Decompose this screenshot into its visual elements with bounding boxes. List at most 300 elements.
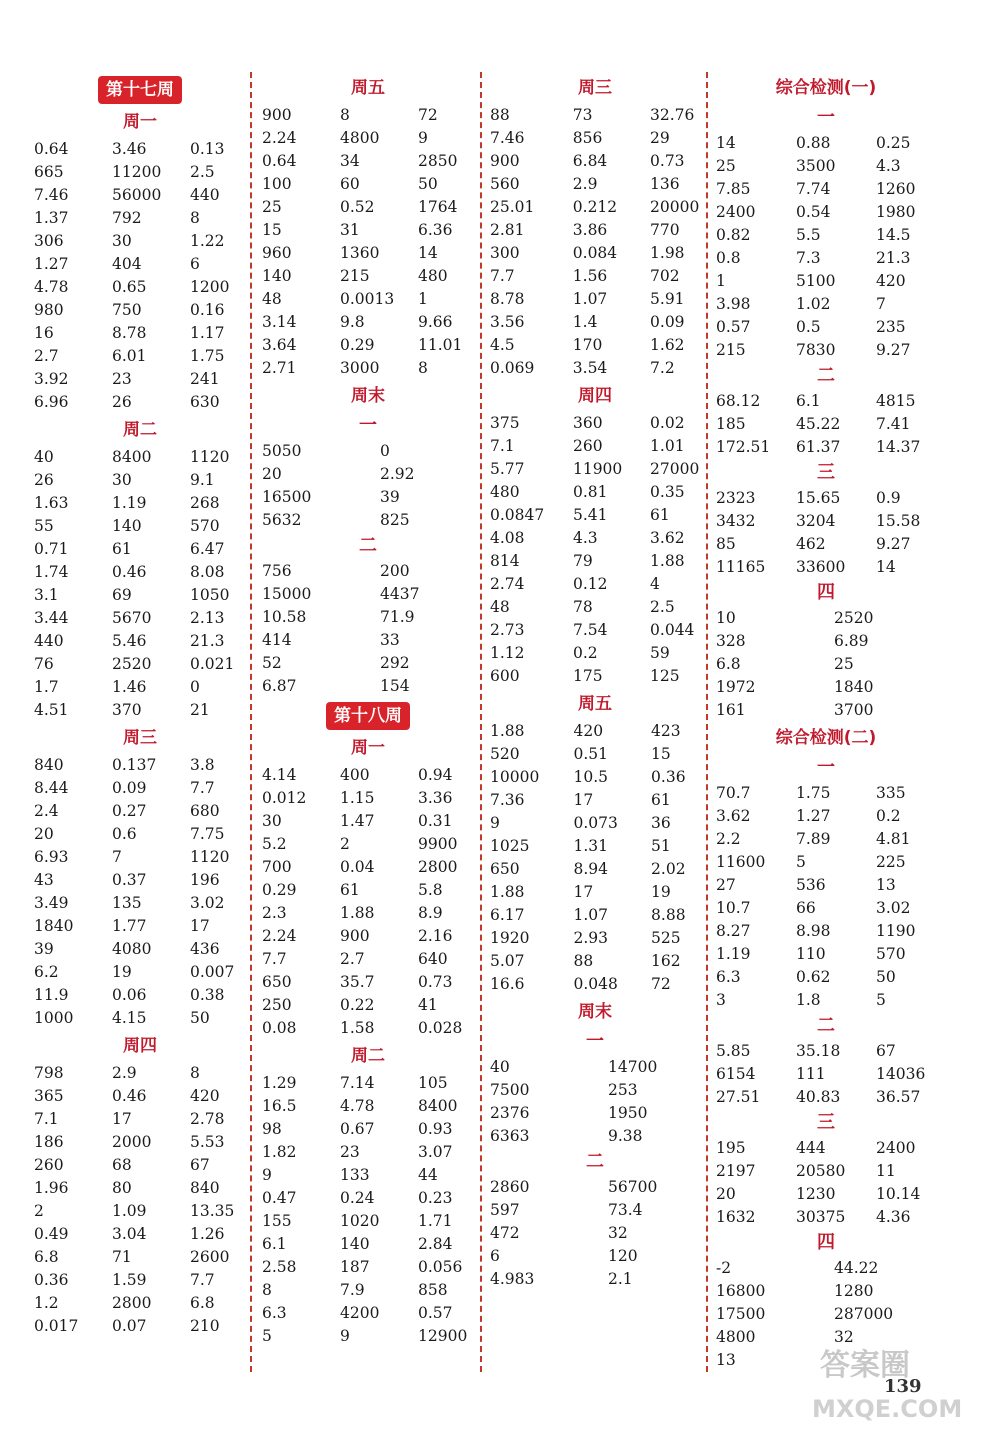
answer-cell: 6.2 [34, 963, 59, 981]
answer-cell: 21 [190, 701, 210, 719]
answer-cell: 1.88 [340, 904, 375, 922]
answer-cell: 2.81 [490, 221, 525, 239]
answer-cell: 480 [490, 483, 520, 501]
answer-cell: 3.64 [262, 336, 297, 354]
answer-cell: 73 [572, 106, 593, 124]
answer-cell: 6.87 [262, 677, 297, 695]
answer-cell: 23 [340, 1143, 360, 1161]
answer-cell: 375 [490, 414, 520, 432]
answer-row [716, 1137, 936, 1160]
answer-table [262, 440, 474, 532]
column-divider [480, 72, 482, 1372]
answer-row [490, 1199, 700, 1222]
answer-cell: 980 [34, 301, 64, 319]
answer-cell: 7.85 [716, 180, 751, 198]
answer-cell: 44.22 [834, 1259, 879, 1277]
answer-cell: 6.8 [34, 1248, 59, 1266]
answer-row [34, 869, 246, 892]
answer-cell: 8 [190, 209, 200, 227]
column-divider [250, 72, 252, 1372]
answer-cell: 1980 [876, 203, 916, 221]
answer-cell: 72 [651, 975, 671, 993]
answer-cell: 420 [573, 722, 604, 740]
answer-cell: 140 [340, 1235, 370, 1253]
answer-cell: 61 [650, 506, 670, 524]
answer-row [490, 173, 700, 196]
answer-cell: 570 [876, 945, 906, 963]
answer-cell: 6.93 [34, 848, 69, 866]
answer-cell: 25 [262, 198, 282, 216]
answer-cell: 11165 [716, 558, 766, 576]
answer-cell: 68 [112, 1156, 132, 1174]
answer-row [262, 606, 474, 629]
answer-row [490, 812, 700, 835]
answer-row [34, 892, 246, 915]
answer-row [34, 492, 246, 515]
week-badge: 第十八周 [326, 702, 410, 730]
answer-cell: 1.29 [262, 1074, 297, 1092]
answer-cell: 1.37 [34, 209, 69, 227]
answer-cell: 1360 [340, 244, 380, 262]
answer-row [716, 1160, 936, 1183]
answer-cell: 420 [190, 1087, 220, 1105]
answer-row [490, 219, 700, 242]
answer-cell: 2.73 [490, 621, 525, 639]
answer-cell: 9 [490, 814, 500, 832]
answer-cell: 9 [340, 1327, 350, 1345]
answer-cell: 20 [716, 1185, 736, 1203]
answer-cell: 60 [340, 175, 360, 193]
answer-cell: 8.88 [651, 906, 686, 924]
answer-cell: 225 [876, 853, 906, 871]
answer-cell: 185 [716, 415, 746, 433]
answer-cell: 1230 [796, 1185, 836, 1203]
answer-cell: 1.27 [34, 255, 69, 273]
answer-cell: 1.31 [573, 837, 608, 855]
answer-cell: 0.94 [418, 766, 453, 784]
answer-cell: 3 [716, 991, 726, 1009]
answer-cell: 21.3 [190, 632, 225, 650]
answer-cell: 8 [418, 359, 428, 377]
answer-cell: 66 [796, 899, 816, 917]
answer-cell: 30 [112, 232, 132, 250]
answer-cell: 0.37 [112, 871, 147, 889]
answer-table [490, 1176, 700, 1291]
answer-cell: 7.14 [340, 1074, 375, 1092]
answer-cell: 328 [716, 632, 746, 650]
answer-cell: 2.7 [340, 950, 365, 968]
answer-cell: 3.62 [650, 529, 685, 547]
answer-cell: 0.57 [716, 318, 751, 336]
answer-cell: 0.88 [796, 134, 831, 152]
answer-cell: 0.51 [573, 745, 608, 763]
subsection-number: 二 [586, 1151, 604, 1172]
answer-cell: 0.62 [796, 968, 831, 986]
answer-row [262, 1164, 474, 1187]
answer-cell: 8.98 [796, 922, 831, 940]
answer-cell: 0 [190, 678, 200, 696]
answer-row [262, 1210, 474, 1233]
answer-cell: 68.12 [716, 392, 761, 410]
answer-cell: 1920 [490, 929, 530, 947]
answer-cell: 195 [716, 1139, 746, 1157]
answer-row [490, 904, 700, 927]
section-heading: 综合检测(一) [775, 78, 877, 98]
answer-cell: 7.89 [796, 830, 831, 848]
answer-row [490, 265, 700, 288]
answer-row [34, 1200, 246, 1223]
answer-cell: 0.64 [34, 140, 69, 158]
answer-cell: 40 [490, 1058, 510, 1076]
answer-cell: 1.88 [650, 552, 685, 570]
answer-cell: 5.41 [572, 506, 608, 524]
answer-cell: 8 [340, 106, 350, 124]
answer-cell: 40 [34, 448, 54, 466]
answer-row [490, 527, 700, 550]
subsection-number: 三 [817, 1112, 835, 1133]
answer-cell: 0.12 [572, 575, 608, 593]
answer-row [716, 436, 936, 459]
answer-row [716, 533, 936, 556]
answer-cell: -2 [716, 1259, 732, 1277]
answer-cell: 0.8 [716, 249, 741, 267]
answer-row [262, 1095, 474, 1118]
answer-cell: 88 [573, 952, 594, 970]
answer-cell: 0.073 [573, 814, 618, 832]
watermark-site: MXQE.COM [812, 1395, 963, 1423]
answer-cell: 7.7 [262, 950, 287, 968]
answer-cell: 0.73 [418, 973, 453, 991]
answer-cell: 0.028 [418, 1019, 463, 1037]
answer-row [34, 345, 246, 368]
answer-cell: 1.15 [340, 789, 375, 807]
answer-cell: 1.58 [340, 1019, 375, 1037]
answer-cell: 4.15 [112, 1009, 147, 1027]
answer-cell: 27.51 [716, 1088, 761, 1106]
answer-cell: 187 [340, 1258, 370, 1276]
answer-cell: 0.084 [572, 244, 618, 262]
answer-cell: 2000 [112, 1133, 152, 1151]
answer-cell: 3204 [796, 512, 836, 530]
answer-row [262, 219, 474, 242]
answer-row [490, 1222, 700, 1245]
answer-row [34, 253, 246, 276]
answer-row [262, 486, 474, 509]
answer-cell: 16.6 [490, 975, 525, 993]
answer-cell: 215 [716, 341, 746, 359]
answer-cell: 4800 [716, 1328, 756, 1346]
answer-cell: 1.88 [490, 722, 525, 740]
answer-row [34, 1246, 246, 1269]
answer-cell: 7.3 [796, 249, 821, 267]
answer-cell: 0.93 [418, 1120, 453, 1138]
answer-cell: 1.59 [112, 1271, 147, 1289]
section-heading: 周一 [123, 112, 157, 132]
answer-cell: 5 [262, 1327, 272, 1345]
answer-cell: 2323 [716, 489, 756, 507]
answer-cell: 1.09 [112, 1202, 147, 1220]
answer-cell: 8.9 [418, 904, 443, 922]
answer-cell: 162 [651, 952, 681, 970]
answer-cell: 0.02 [650, 414, 685, 432]
answer-cell: 8.08 [190, 563, 225, 581]
answer-cell: 292 [380, 654, 410, 672]
answer-cell: 3.02 [876, 899, 911, 917]
answer-cell: 34 [340, 152, 360, 170]
answer-row [716, 339, 936, 362]
answer-row [716, 1303, 934, 1326]
answer-column-4 [716, 72, 936, 1372]
answer-cell: 7.7 [190, 1271, 215, 1289]
answer-row [716, 155, 936, 178]
answer-cell: 3.04 [112, 1225, 147, 1243]
answer-table [262, 560, 474, 698]
answer-cell: 1050 [190, 586, 230, 604]
answer-cell: 0.38 [190, 986, 225, 1004]
answer-row [716, 1280, 934, 1303]
answer-row [490, 642, 700, 665]
answer-cell: 3.54 [572, 359, 608, 377]
answer-cell: 61 [340, 881, 360, 899]
answer-cell: 1120 [190, 448, 230, 466]
answer-cell: 50 [190, 1009, 210, 1027]
answer-cell: 2.58 [262, 1258, 297, 1276]
answer-cell: 2800 [418, 858, 458, 876]
answer-cell: 30375 [796, 1208, 846, 1226]
answer-row [490, 550, 700, 573]
answer-cell: 7.1 [490, 437, 515, 455]
answer-cell: 1840 [834, 678, 874, 696]
answer-row [490, 973, 700, 996]
answer-cell: 2400 [876, 1139, 916, 1157]
answer-cell: 0.056 [418, 1258, 463, 1276]
answer-row [34, 823, 246, 846]
answer-row [716, 1086, 936, 1109]
answer-cell: 210 [190, 1317, 220, 1335]
answer-cell: 20000 [650, 198, 700, 216]
answer-cell: 10.7 [716, 899, 751, 917]
answer-cell: 7.2 [650, 359, 675, 377]
answer-table [716, 487, 936, 579]
answer-table [34, 138, 246, 414]
answer-cell: 3000 [340, 359, 380, 377]
section-heading: 周五 [578, 694, 612, 714]
answer-cell: 0.048 [573, 975, 618, 993]
answer-cell: 440 [190, 186, 220, 204]
answer-cell: 1260 [876, 180, 916, 198]
answer-cell: 1.71 [418, 1212, 453, 1230]
answer-cell: 1.22 [190, 232, 225, 250]
answer-row [716, 132, 936, 155]
answer-cell: 253 [608, 1081, 638, 1099]
answer-cell: 6.17 [490, 906, 525, 924]
answer-cell: 2520 [112, 655, 152, 673]
answer-row [716, 851, 936, 874]
answer-cell: 640 [418, 950, 448, 968]
answer-cell: 1000 [34, 1009, 74, 1027]
answer-cell: 0.23 [418, 1189, 453, 1207]
answer-cell: 9.8 [340, 313, 365, 331]
answer-cell: 260 [34, 1156, 64, 1174]
answer-table [716, 132, 936, 362]
answer-row [262, 652, 474, 675]
answer-cell: 7 [876, 295, 886, 313]
answer-cell: 48 [262, 290, 282, 308]
answer-cell: 2.9 [112, 1064, 137, 1082]
answer-cell: 0.08 [262, 1019, 297, 1037]
answer-cell: 1190 [876, 922, 916, 940]
answer-row [490, 357, 700, 380]
answer-cell: 750 [112, 301, 142, 319]
answer-cell: 250 [262, 996, 292, 1014]
answer-cell: 3.46 [112, 140, 147, 158]
answer-row [716, 510, 936, 533]
answer-row [490, 412, 700, 435]
answer-row [262, 509, 474, 532]
answer-cell: 0.52 [340, 198, 375, 216]
answer-cell: 3.86 [572, 221, 608, 239]
answer-cell: 155 [262, 1212, 292, 1230]
answer-row [490, 1102, 700, 1125]
answer-cell: 1.63 [34, 494, 69, 512]
answer-row [34, 1131, 246, 1154]
answer-row [262, 1072, 474, 1095]
answer-cell: 7.46 [490, 129, 525, 147]
answer-cell: 85 [716, 535, 736, 553]
answer-table [262, 104, 474, 380]
answer-cell: 39 [380, 488, 400, 506]
answer-cell: 13 [876, 876, 896, 894]
answer-row [490, 288, 700, 311]
answer-cell: 5050 [262, 442, 302, 460]
answer-cell: 4.3 [876, 157, 901, 175]
answer-cell: 0.29 [262, 881, 297, 899]
answer-column-3 [490, 72, 700, 1291]
answer-row [262, 104, 474, 127]
answer-cell: 25 [834, 655, 854, 673]
answer-cell: 61 [651, 791, 671, 809]
answer-row [34, 138, 246, 161]
answer-cell: 14.37 [876, 438, 921, 456]
answer-cell: 4.14 [262, 766, 297, 784]
answer-row [490, 720, 700, 743]
answer-cell: 5.91 [650, 290, 685, 308]
answer-cell: 2.3 [262, 904, 287, 922]
answer-cell: 1764 [418, 198, 458, 216]
answer-cell: 3.49 [34, 894, 69, 912]
answer-cell: 1.47 [340, 812, 375, 830]
section-heading: 周一 [351, 738, 385, 758]
answer-row [716, 699, 934, 722]
answer-cell: 32 [608, 1224, 628, 1242]
answer-cell: 23 [112, 370, 132, 388]
answer-cell: 19 [651, 883, 671, 901]
answer-row [262, 1187, 474, 1210]
answer-cell: 0 [380, 442, 390, 460]
answer-cell: 35.18 [796, 1042, 841, 1060]
answer-row [490, 789, 700, 812]
answer-cell: 570 [190, 517, 220, 535]
answer-cell: 14700 [608, 1058, 658, 1076]
answer-cell: 17 [573, 883, 594, 901]
answer-table [34, 1062, 246, 1338]
answer-cell: 8.78 [490, 290, 525, 308]
answer-cell: 25.01 [490, 198, 535, 216]
answer-cell: 72 [418, 106, 438, 124]
answer-cell: 5.5 [796, 226, 821, 244]
answer-row [490, 743, 700, 766]
answer-cell: 5.07 [490, 952, 525, 970]
answer-cell: 0.2 [572, 644, 598, 662]
answer-cell: 3.02 [190, 894, 225, 912]
answer-cell: 10.5 [573, 768, 608, 786]
answer-cell: 0.07 [112, 1317, 147, 1335]
answer-cell: 0.31 [418, 812, 453, 830]
answer-cell: 71.9 [380, 608, 415, 626]
answer-row [34, 1007, 246, 1030]
answer-cell: 536 [796, 876, 826, 894]
answer-cell: 3.14 [262, 313, 297, 331]
answer-cell: 43 [34, 871, 54, 889]
answer-cell: 1.98 [650, 244, 685, 262]
answer-cell: 440 [34, 632, 64, 650]
answer-cell: 2.93 [573, 929, 608, 947]
answer-cell: 3.98 [716, 295, 751, 313]
answer-cell: 1025 [490, 837, 530, 855]
section-heading: 周五 [351, 78, 385, 98]
section-heading: 周三 [578, 78, 612, 98]
answer-row [262, 334, 474, 357]
column-divider [706, 72, 708, 1372]
answer-cell: 4 [650, 575, 660, 593]
answer-cell: 1.8 [796, 991, 821, 1009]
answer-cell: 0.0847 [490, 506, 545, 524]
answer-cell: 17 [112, 1110, 132, 1128]
answer-cell: 70.7 [716, 784, 751, 802]
answer-row [716, 943, 936, 966]
answer-cell: 560 [490, 175, 520, 193]
answer-table [34, 446, 246, 722]
answer-row [716, 224, 936, 247]
answer-cell: 1.77 [112, 917, 147, 935]
section-heading: 周末 [578, 1002, 612, 1022]
answer-cell: 6154 [716, 1065, 756, 1083]
answer-cell: 0.2 [876, 807, 901, 825]
answer-cell: 16.5 [262, 1097, 297, 1115]
answer-cell: 2.92 [380, 465, 415, 483]
answer-cell: 56000 [112, 186, 162, 204]
answer-cell: 2850 [418, 152, 458, 170]
answer-cell: 856 [572, 129, 603, 147]
answer-row [262, 1256, 474, 1279]
answer-row [34, 938, 246, 961]
answer-row [34, 676, 246, 699]
answer-row [34, 561, 246, 584]
answer-cell: 8.27 [716, 922, 751, 940]
answer-cell: 11900 [572, 460, 623, 478]
answer-cell: 8.94 [573, 860, 608, 878]
answer-row [490, 665, 700, 688]
answer-cell: 196 [190, 871, 220, 889]
answer-cell: 45.22 [796, 415, 841, 433]
answer-cell: 5.2 [262, 835, 287, 853]
answer-cell: 4.5 [490, 336, 515, 354]
answer-cell: 306 [34, 232, 64, 250]
answer-cell: 0.5 [796, 318, 821, 336]
answer-cell: 6.8 [190, 1294, 215, 1312]
answer-row [490, 127, 700, 150]
answer-cell: 69 [112, 586, 132, 604]
